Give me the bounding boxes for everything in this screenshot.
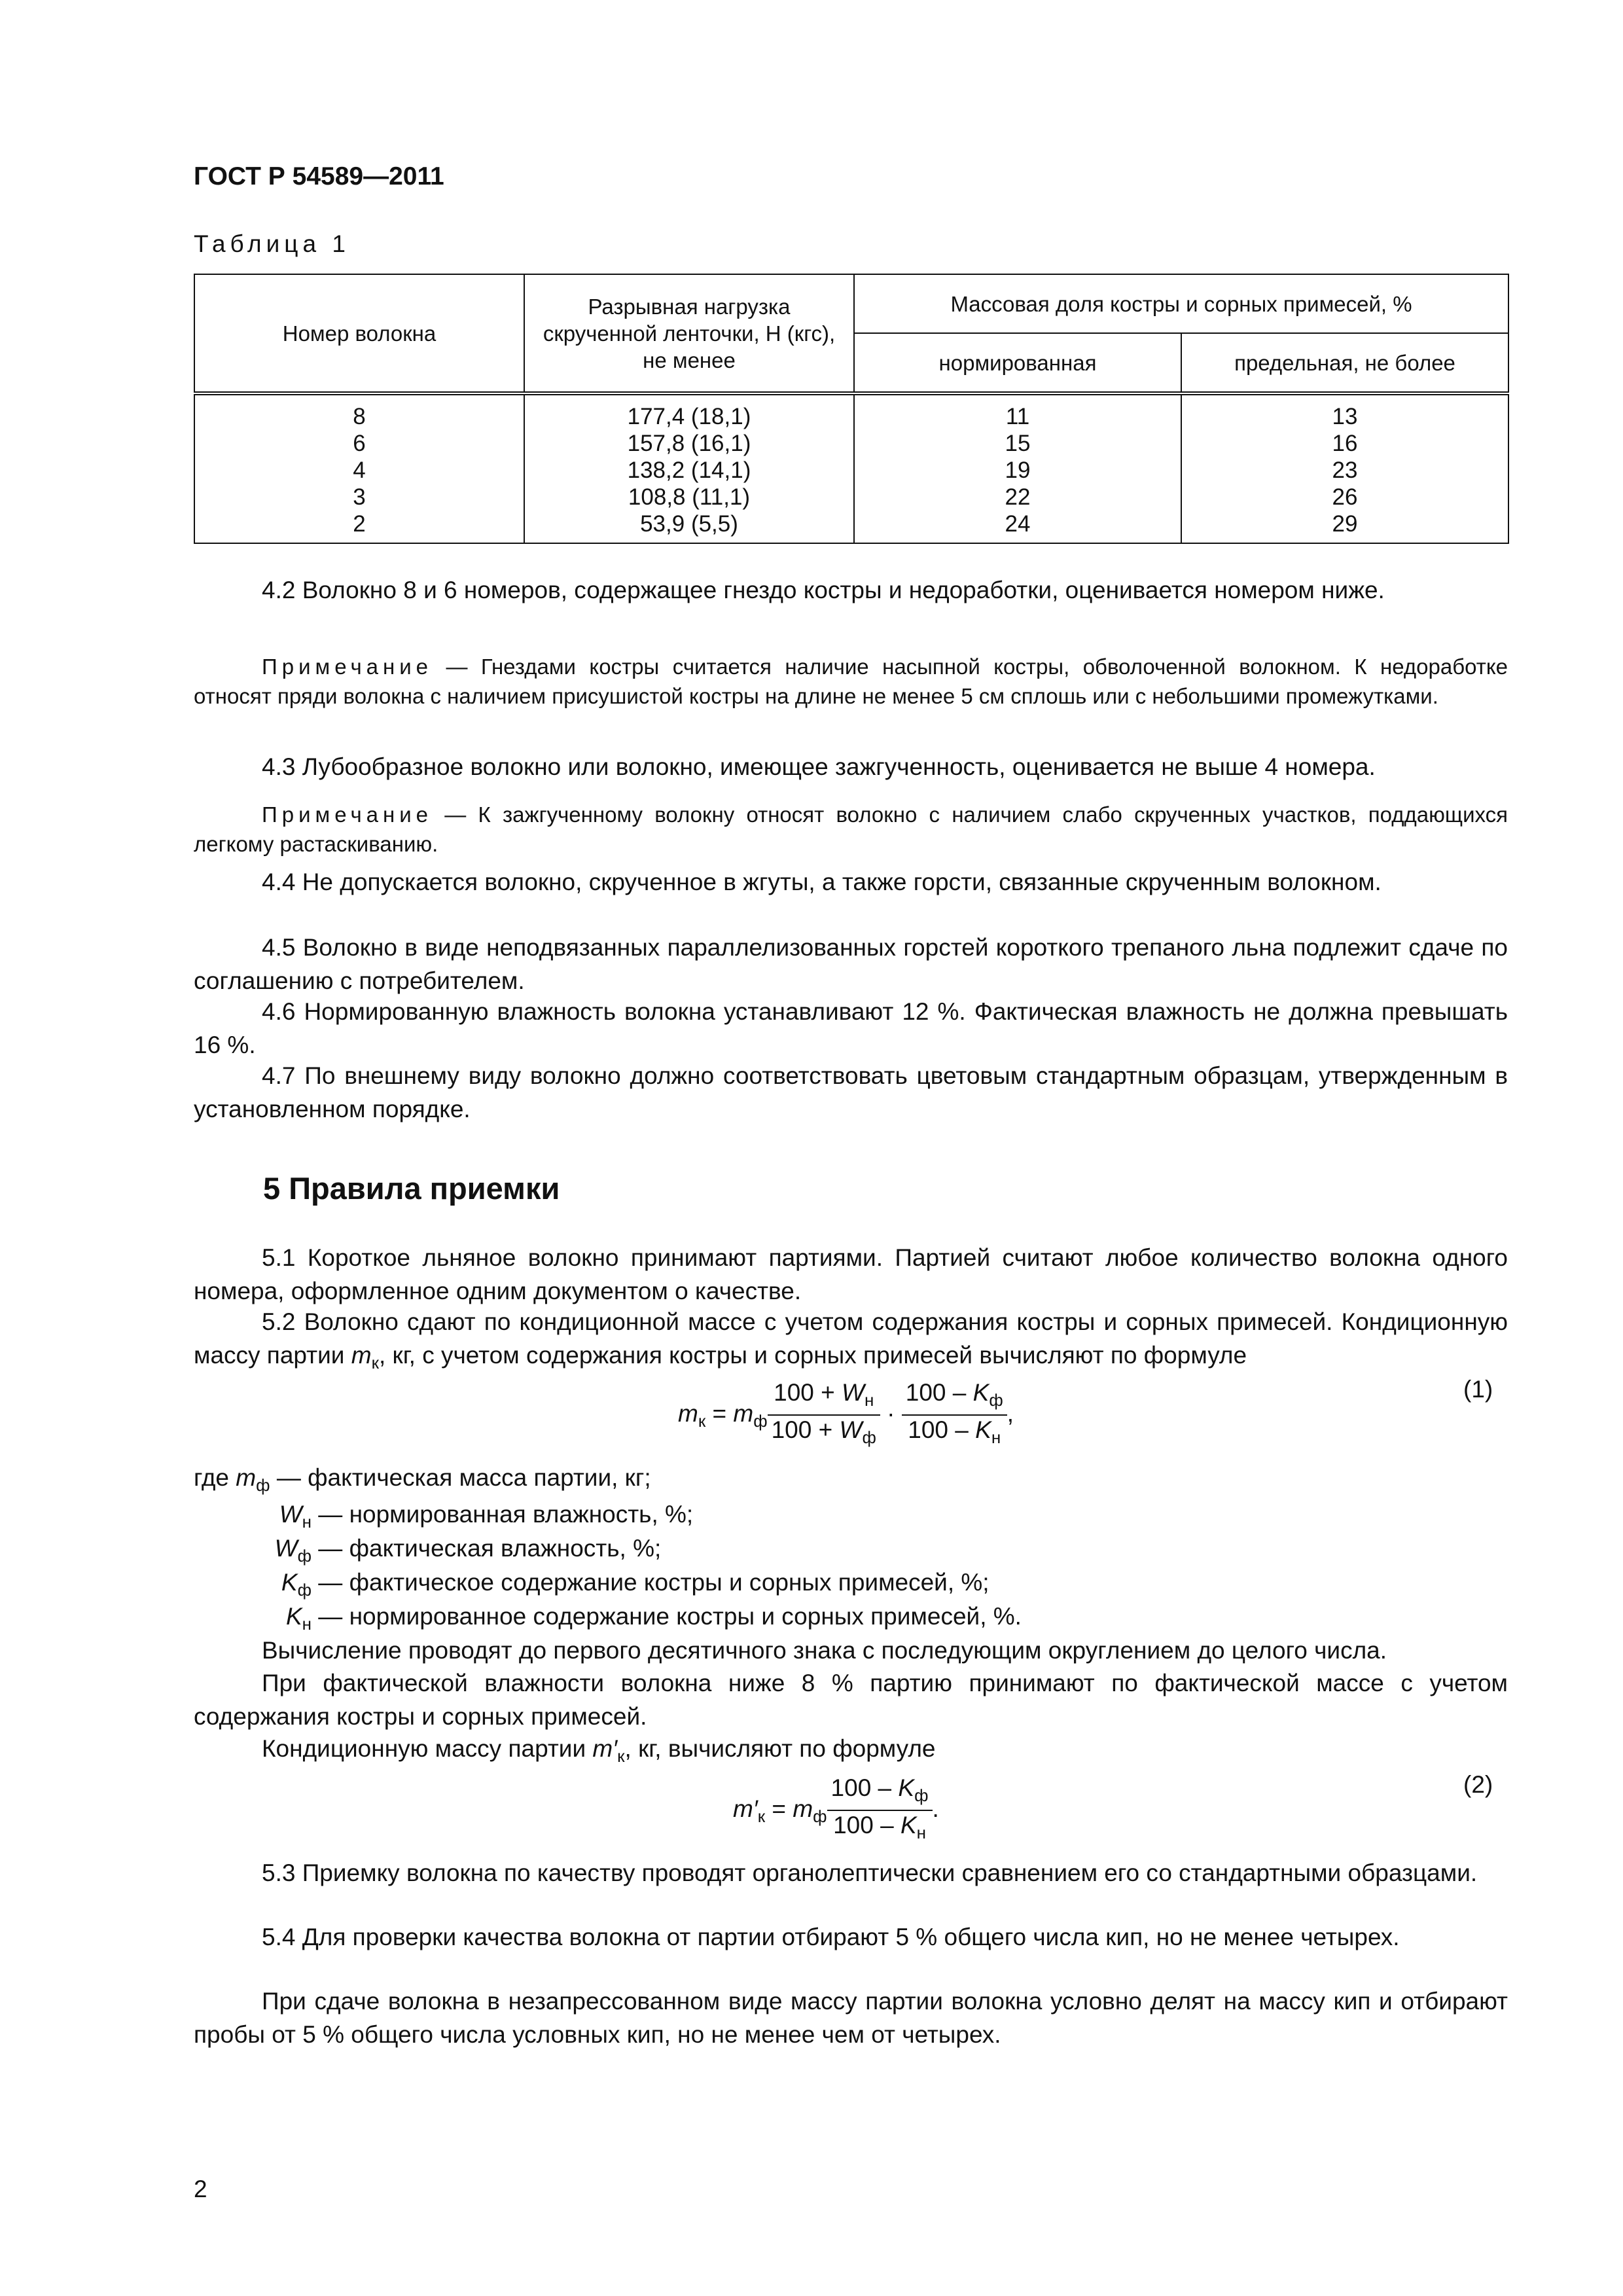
paragraph-5-4: 5.4 Для проверки качества волокна от партии отбирают 5 % общего числа кип, но не менее четырех. [262,1924,1400,1950]
fraction-impurity: $\frac{100 - K_ф}{100 - K_н}$ [902,1378,1007,1452]
section-heading: 5 Правила приемки [263,1171,560,1206]
fraction-moisture: $\frac{100 + W_н}{100 + W_ф}$ [768,1378,880,1452]
table-1 [194,274,1509,544]
cell-normed: 11 15 19 22 24 [854,393,1181,543]
table-caption: Таблица 1 [194,230,350,257]
paragraph-conditional-mass: Кондиционную массу партии $m'_к$, кг, вычисляют по формуле [262,1735,936,1766]
paragraph-5-3: 5.3 Приемку волокна по качеству проводят органолептически сравнением его со стандартными образцами. [262,1859,1478,1886]
formula-1: $m_к = m_ф$ $\frac{100 + W_н}{100 + W_ф}$ · $\frac{100 - K_ф}{100 - K_н}$ , [678,1378,1014,1452]
definition-item: $K_н$ — нормированное содержание костры и сорных примесей, %. [285,1603,1022,1634]
paragraph-4-2: 4.2 Волокно 8 и 6 номеров, содержащее гнездо костры и недоработки, оценивается номером ниже. [262,577,1385,603]
document-code: ГОСТ Р 54589—2011 [194,162,444,190]
paragraph-4-3: 4.3 Лубообразное волокно или волокно, имеющее зажгученность, оценивается не выше 4 номера. [262,753,1376,780]
paragraph-5-2: 5.2 Волокно сдают по кондиционной массе с учетом содержания костры и сорных примесей. Кондиционную массу партии $m_к$, кг, с учетом содержания костры и сорных примесей вычисляют по формуле [194,1308,1508,1372]
paragraph-calc: Вычисление проводят до первого десятичного знака с последующим округлением до целого числа. [262,1637,1387,1664]
page-number: 2 [194,2176,207,2202]
paragraph-unpressed: При сдаче волокна в незапрессованном виде массу партии волокна условно делят на массу кип и отбирают пробы от 5 % общего числа условных кип, но не менее чем от четырех. [194,1988,1508,2048]
paragraph-4-5: 4.5 Волокно в виде неподвязанных параллелизованных горстей короткого трепаного льна подлежит сдаче по соглашению с потребителем. [194,934,1508,994]
paragraph-4-4: 4.4 Не допускается волокно, скрученное в жгуты, а также горсти, связанные скрученным волокном. [262,869,1382,895]
cell-loads: 177,4 (18,1) 157,8 (16,1) 138,2 (14,1) 108,8 (11,1) 53,9 (5,5) [524,393,854,543]
cell-numbers: 8 6 4 3 2 [194,393,524,543]
formula-2: $m'_к = m_ф$ $\frac{100 - K_ф}{100 - K_н}$ . [733,1774,939,1847]
definition-item: $W_н$ — нормированная влажность, %; [279,1501,694,1532]
header-normed: нормированная [854,333,1181,393]
fraction-impurity-2: $\frac{100 - K_ф}{100 - K_н}$ [827,1774,933,1847]
header-breaking-load: Разрывная нагрузка скрученной ленточки, Н (кгс), не менее [524,274,854,393]
cell-limit: 13 16 23 26 29 [1181,393,1508,543]
paragraph-4-6: 4.6 Нормированную влажность волокна устанавливают 12 %. Фактическая влажность не должна превышать 16 %. [194,998,1508,1058]
definition-item: $K_ф$ — фактическое содержание костры и сорных примесей, %; [281,1569,990,1600]
header-fiber-number: Номер волокна [194,274,524,393]
header-mass-fraction: Массовая доля костры и сорных примесей, % [854,274,1508,333]
paragraph-4-7: 4.7 По внешнему виду волокно должно соответствовать цветовым стандартным образцам, утвержденным в установленном порядке. [194,1062,1508,1122]
definition-item: $W_ф$ — фактическая влажность, %; [274,1535,662,1566]
formula-1-number: (1) [1463,1376,1493,1403]
paragraph-5-1: 5.1 Короткое льняное волокно принимают партиями. Партией считают любое количество волокна одного номера, оформленное одним документом о качестве. [194,1244,1508,1304]
table-row [194,393,1508,543]
formula-2-number: (2) [1463,1771,1493,1798]
note-1: Примечание — Гнездами костры считается наличие насыпной костры, обволоченной волокном. К недоработке относят пряди волокна с наличием присушистой костры на длине не менее 5 см сплошь или с небольшими промежутками. [194,655,1508,708]
note-2: Примечание — К зажгученному волокну относят волокно с наличием слабо скрученных участков, поддающихся легкому растаскиванию. [194,802,1508,856]
paragraph-low-moisture: При фактической влажности волокна ниже 8 % партию принимают по фактической массе с учетом содержания костры и сорных примесей. [194,1670,1508,1730]
header-limit: предельная, не более [1181,333,1508,393]
definition-item: где $m_ф$ — фактическая масса партии, кг; [194,1464,651,1495]
